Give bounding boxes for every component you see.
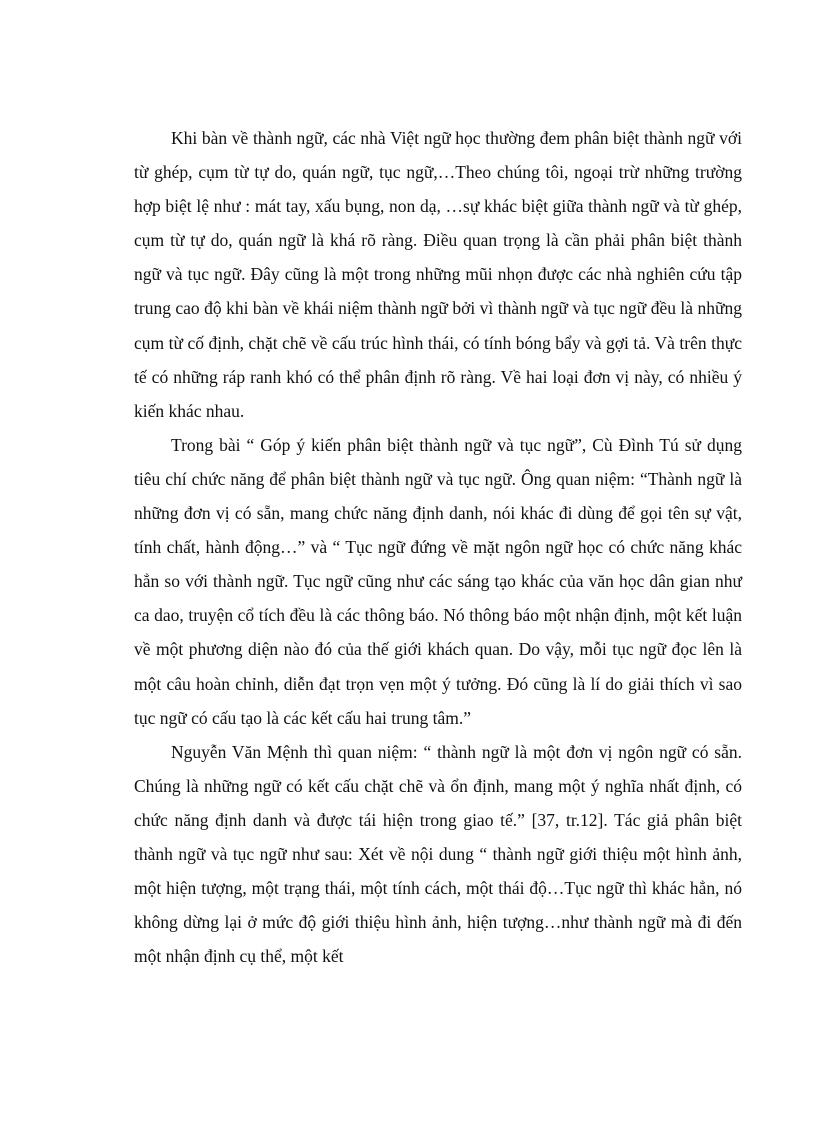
paragraph-2: Trong bài “ Góp ý kiến phân biệt thành ngữ và tục ngữ”, Cù Đình Tú sử dụng tiêu chí chức năng để phân biệt thành ngữ và tục ngữ. Ông quan niệm: “Thành ngữ là những đơn vị có sẵn, mang chức năng định danh, nói khác đi dùng để gọi tên sự vật, tính chất, hành động…” và “ Tục ngữ đứng về mặt ngôn ngữ học có chức năng khác hẳn so với thành ngữ. Tục ngữ cũng như các sáng tạo khác của văn học dân gian như ca dao, truyện cổ tích đều là các thông báo. Nó thông báo một nhận định, một kết luận về một phương diện nào đó của thế giới khách quan. Do vậy, mỗi tục ngữ đọc lên là một câu hoàn chỉnh, diễn đạt trọn vẹn một ý tưởng. Đó cũng là lí do giải thích vì sao tục ngữ có cấu tạo là các kết cấu hai trung tâm.” — [134, 434, 742, 728]
document-body — [134, 121, 742, 973]
paragraph-3: Nguyễn Văn Mệnh thì quan niệm: “ thành ngữ là một đơn vị ngôn ngữ có sẵn. Chúng là những ngữ có kết cấu chặt chẽ và ổn định, mang một ý nghĩa nhất định, có chức năng định danh và được tái hiện trong giao tế.” [37, tr.12]. Tác giả phân biệt thành ngữ và tục ngữ như sau: Xét về nội dung “ thành ngữ giới thiệu một hình ảnh, một hiện tượng, một trạng thái, một tính cách, một thái độ…Tục ngữ thì khác hẳn, nó không dừng lại ở mức độ giới thiệu hình ảnh, hiện tượng…như thành ngữ mà đi đến một nhận định cụ thể, một kết — [134, 741, 742, 967]
paragraph-1: Khi bàn về thành ngữ, các nhà Việt ngữ học thường đem phân biệt thành ngữ với từ ghép, cụm từ tự do, quán ngữ, tục ngữ,…Theo chúng tôi, ngoại trừ những trường hợp biệt lệ như : mát tay, xấu bụng, non dạ, …sự khác biệt giữa thành ngữ và từ ghép, cụm từ tự do, quán ngữ là khá rõ ràng. Điều quan trọng là cần phải phân biệt thành ngữ và tục ngữ. Đây cũng là một trong những mũi nhọn được các nhà nghiên cứu tập trung cao độ khi bàn về khái niệm thành ngữ bởi vì thành ngữ và tục ngữ đều là những cụm từ cố định, chặt chẽ về cấu trúc hình thái, có tính bóng bẩy và gợi tả. Và trên thực tế có những ráp ranh khó có thể phân định rõ ràng. Về hai loại đơn vị này, có nhiều ý kiến khác nhau. — [134, 128, 742, 421]
